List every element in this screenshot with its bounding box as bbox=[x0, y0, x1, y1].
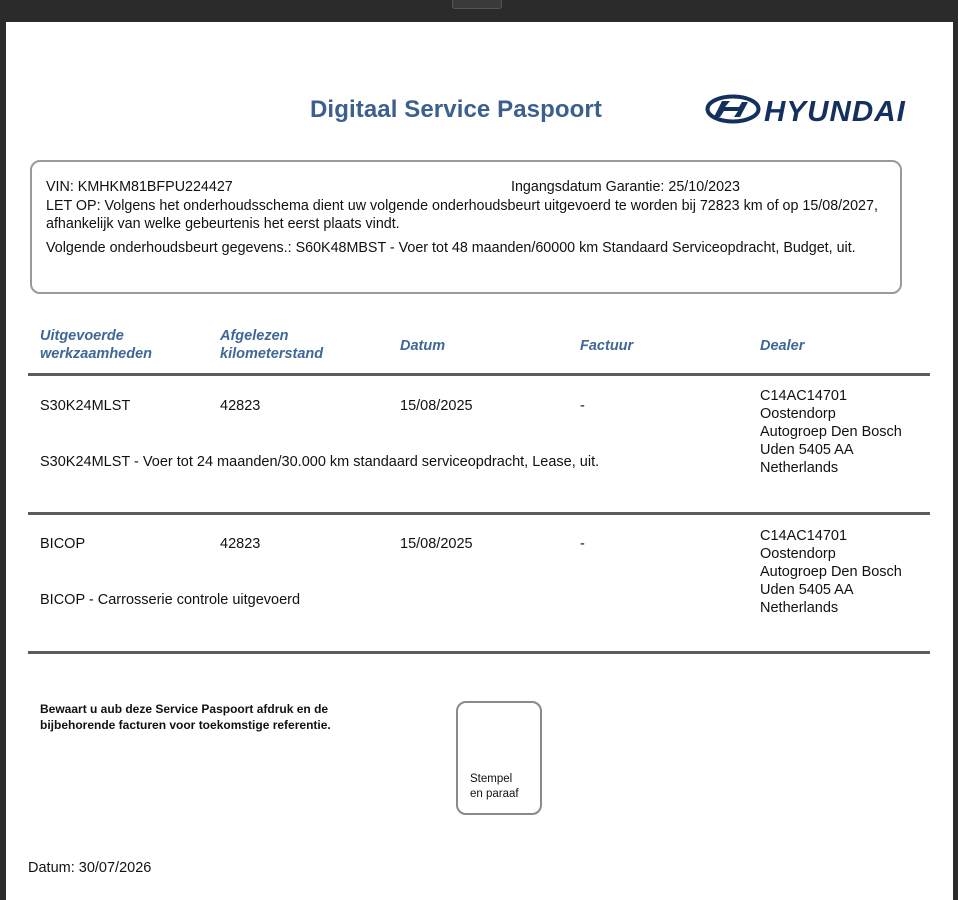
table-divider bbox=[28, 512, 930, 515]
print-date: Datum: 30/07/2026 bbox=[28, 860, 152, 876]
document-page bbox=[6, 22, 953, 900]
row-date: 15/08/2025 bbox=[400, 536, 473, 552]
header-date: Datum bbox=[400, 338, 446, 354]
toolbar-handle[interactable] bbox=[452, 0, 502, 9]
viewer-toolbar bbox=[0, 0, 958, 22]
hyundai-logo bbox=[704, 94, 904, 130]
vin-text: VIN: KMHKM81BFPU224427 bbox=[46, 179, 233, 195]
row-date: 15/08/2025 bbox=[400, 398, 473, 414]
table-divider bbox=[28, 373, 930, 376]
warranty-start-date: Ingangsdatum Garantie: 25/10/2023 bbox=[511, 179, 740, 195]
brand-wordmark: HYUNDAI bbox=[764, 96, 906, 128]
header-mileage: Afgelezen kilometerstand bbox=[220, 328, 324, 362]
document-title: Digitaal Service Paspoort bbox=[310, 96, 602, 123]
row-dealer: C14AC14701 Oostendorp Autogroep Den Bosch Uden 5405 AA Netherlands bbox=[760, 528, 902, 616]
next-service-notice: LET OP: Volgens het onderhoudsschema dient uw volgende onderhoudsbeurt uitgevoerd te worden bij 72823 km of op 15/08/2027, afhankelijk van welke gebeurtenis het eerst plaats vindt. bbox=[46, 198, 878, 232]
row-service-code: BICOP bbox=[40, 536, 86, 552]
header-dealer: Dealer bbox=[760, 338, 805, 354]
vehicle-info-box bbox=[30, 160, 902, 294]
next-service-details: Volgende onderhoudsbeurt gegevens.: S60K48MBST - Voer tot 48 maanden/60000 km Standaard Serviceopdracht, Budget, uit. bbox=[46, 240, 856, 256]
row-invoice: - bbox=[580, 536, 585, 552]
row-description: S30K24MLST - Voer tot 24 maanden/30.000 km standaard serviceopdracht, Lease, uit. bbox=[40, 454, 600, 470]
stamp-label: Stempel en paraaf bbox=[470, 773, 519, 800]
header-invoice: Factuur bbox=[580, 338, 634, 354]
row-mileage: 42823 bbox=[220, 536, 261, 552]
row-description: BICOP - Carrosserie controle uitgevoerd bbox=[40, 592, 301, 608]
stamp-box bbox=[456, 701, 542, 815]
hyundai-emblem-icon bbox=[704, 94, 762, 124]
row-dealer: C14AC14701 Oostendorp Autogroep Den Bosch Uden 5405 AA Netherlands bbox=[760, 388, 902, 476]
row-invoice: - bbox=[580, 398, 585, 414]
row-mileage: 42823 bbox=[220, 398, 261, 414]
row-service-code: S30K24MLST bbox=[40, 398, 131, 414]
retention-notice: Bewaart u aub deze Service Paspoort afdruk en de bijbehorende facturen voor toekomstige referentie. bbox=[40, 702, 331, 732]
table-divider bbox=[28, 651, 930, 654]
header-work-performed: Uitgevoerde werkzaamheden bbox=[40, 328, 153, 362]
